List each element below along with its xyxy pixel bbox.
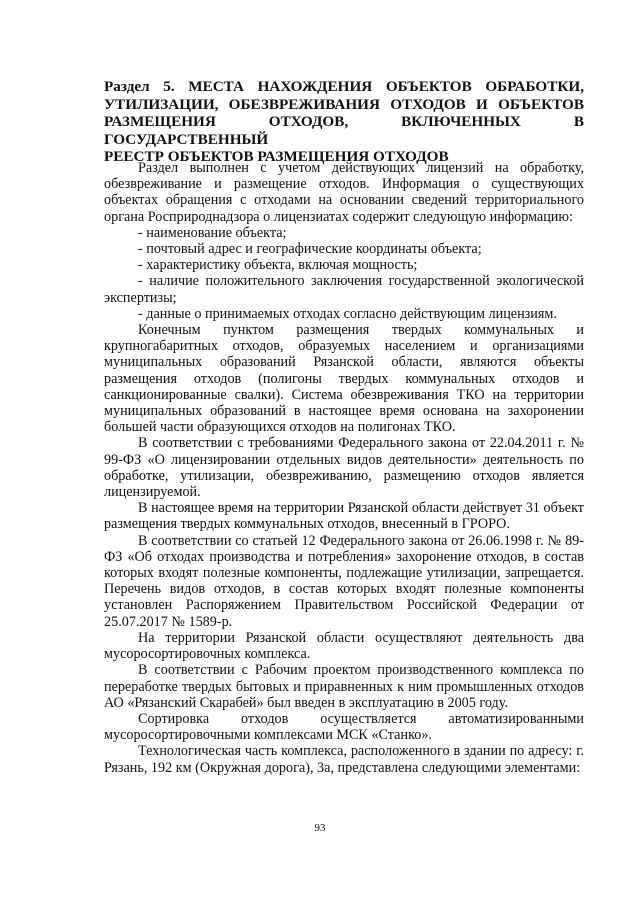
paragraph: В настоящее время на территории Рязанской области действует 31 объект размещения твердых коммунальных отходов, внесенный в ГРОРО. <box>104 500 584 533</box>
list-item: - наличие положительного заключения государственной экологической экспертизы; <box>104 273 584 306</box>
paragraph: В соответствии с Рабочим проектом производственного комплекса по переработке твердых бытовых и приравненных к ним промышленных отходов АО «Рязанский Скарабей» был введен в эксплуатацию в 2005 году. <box>104 662 584 711</box>
list-item: - почтовый адрес и географические координаты объекта; <box>138 241 482 258</box>
page-number: 93 <box>314 822 326 834</box>
list-item: - наименование объекта; <box>138 224 287 241</box>
list-item: - характеристику объекта, включая мощность; <box>138 257 418 274</box>
document-body <box>104 160 584 776</box>
paragraph: В соответствии с требованиями Федерального закона от 22.04.2011 г. № 99-ФЗ «О лицензировании отдельных видов деятельности» деятельность по обработке, утилизации, обезвреживанию, размещению отходов является лицензируемой. <box>104 435 584 501</box>
heading-line: Раздел 5. МЕСТА НАХОЖДЕНИЯ ОБЪЕКТОВ ОБРАБОТКИ, <box>104 78 584 95</box>
list-item: - данные о принимаемых отходах согласно действующим лицензиям. <box>138 305 557 322</box>
paragraph: Раздел выполнен с учетом действующих лицензий на обработку, обезвреживание и размещение отходов. Информация о существующих объектах обращения с отходами на основании сведений территориального органа Росприроднадзора о лицензиатах содержит следующую информацию: <box>104 160 584 225</box>
paragraph: На территории Рязанской области осуществляют деятельность два мусоросортировочных комплекса. <box>104 629 584 663</box>
section-heading <box>104 78 584 166</box>
paragraph: В соответствии со статьей 12 Федерального закона от 26.06.1998 г. № 89-ФЗ «Об отходах производства и потребления» захоронение отходов, в состав которых входят полезные компоненты, подлежащие утилизации, запрещается. Перечень видов отходов, в состав которых входят полезные компоненты установлен Распоряжением Правительством Российской Федерации от 25.07.2017 № 1589-р. <box>104 532 584 630</box>
paragraph: Сортировка отходов осуществляется автоматизированными мусоросортировочными комплексами МСК «Станко». <box>104 710 584 744</box>
paragraph: Технологическая часть комплекса, расположенного в здании по адресу: г. Рязань, 192 км (Окружная дорога), 3а, представлена следующими элементами: <box>104 743 584 776</box>
heading-line: РЕЕСТР ОБЪЕКТОВ РАЗМЕЩЕНИЯ ОТХОДОВ <box>104 148 449 166</box>
paragraph: Конечным пунктом размещения твердых коммунальных и крупногабаритных отходов, образуемых населением и организациями муниципальных образований Рязанской области, являются объекты размещения отходов (полигоны твердых коммунальных отходов и санкционированные свалки). Система обезвреживания ТКО на территории муниципальных образований в настоящее время основана на захоронении большей части образующихся отходов на полигонах ТКО. <box>104 322 584 436</box>
heading-line: УТИЛИЗАЦИИ, ОБЕЗВРЕЖИВАНИЯ ОТХОДОВ И ОБЪЕКТОВ <box>104 95 584 113</box>
heading-line: РАЗМЕЩЕНИЯ ОТХОДОВ, ВКЛЮЧЕННЫХ В ГОСУДАРСТВЕННЫЙ <box>104 113 584 148</box>
